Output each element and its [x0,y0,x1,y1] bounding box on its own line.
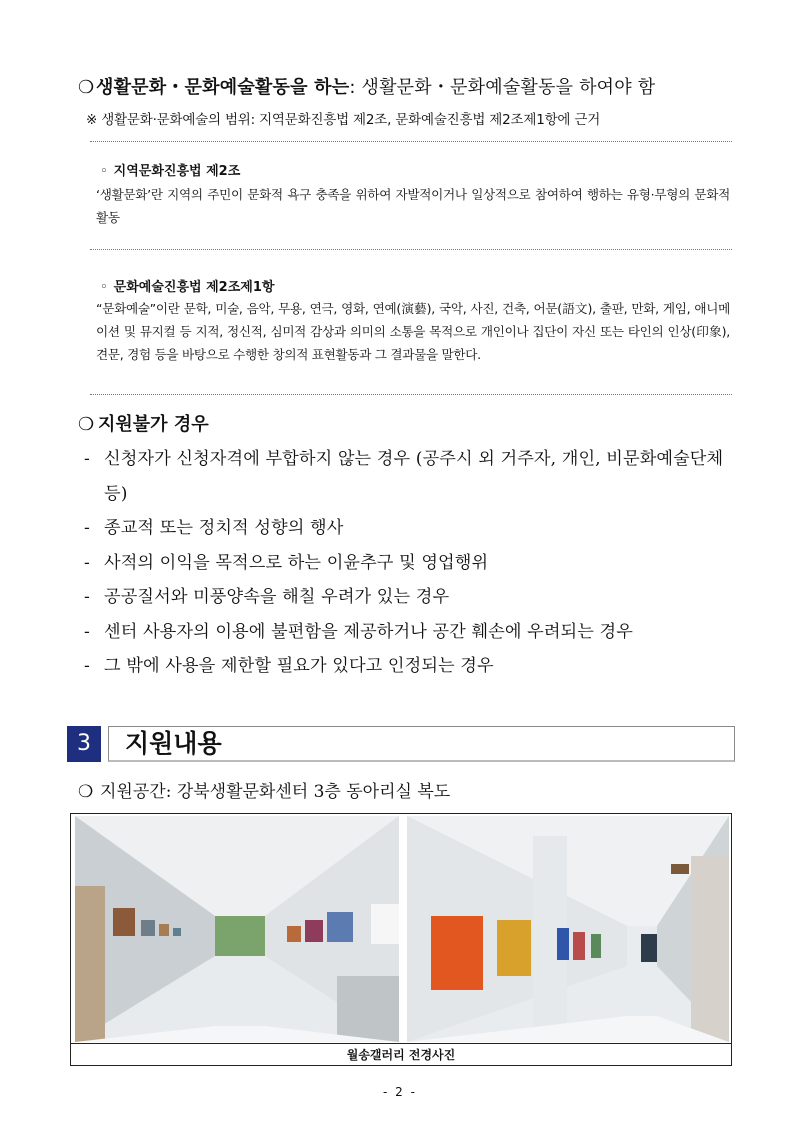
ineligible-list [84,442,744,684]
circle-bullet-icon: ❍ [78,414,95,435]
photo-row [71,814,731,1043]
scope-note: ※ 생활문화·문화예술의 범위: 지역문화진흥법 제2조, 문화예술진흥법 제2조제1항에 근거 [86,112,601,128]
circle-bullet-icon: ❍ [78,77,95,98]
dotted-divider [90,141,732,142]
section-number-badge: 3 [67,726,101,762]
small-circle-bullet-icon: ◦ [100,164,108,179]
eligibility-heading-rest: : 생활문화・문화예술활동을 하여야 함 [349,77,656,98]
list-item: - 신청자가 신청자격에 부합하지 않는 경우 (공주시 외 거주자, 개인, 비문화예술단체 등) [84,449,724,504]
list-item: - 사적의 이익을 목적으로 하는 이윤추구 및 영업행위 [84,552,489,573]
photo-caption: 월송갤러리 전경사진 [71,1043,731,1066]
gallery-photo-table [70,813,732,1066]
dotted-divider [90,394,732,395]
gallery-photo-left [75,816,399,1042]
page-number: - 2 - [383,1085,417,1099]
law-body-regional-culture: ‘생활문화’란 지역의 주민이 문화적 욕구 충족을 위하여 자발적이거나 일상적으로 참여하여 행하는 유형·무형의 문화적 활동 [96,187,730,225]
circle-bullet-icon: ❍ [78,782,94,802]
law-title-arts-promotion: ◦ 문화예술진흥법 제2조제1항 [100,280,275,295]
list-item: - 센터 사용자의 이용에 불편함을 제공하거나 공간 훼손에 우려되는 경우 [84,621,633,642]
gallery-photo-right [407,816,729,1042]
eligibility-heading [78,73,655,99]
section-title: 지원내용 [108,726,735,762]
support-space-line: ❍ 지원공간: 강북생활문화센터 3층 동아리실 복도 [78,782,451,802]
list-item: - 공공질서와 미풍양속을 해칠 우려가 있는 경우 [84,587,450,607]
eligibility-heading-bold: 생활문화・문화예술활동을 하는 [96,77,350,98]
dotted-divider [90,249,732,250]
list-item: - 종교적 또는 정치적 성향의 행사 [84,518,344,538]
list-item: - 그 밖에 사용을 제한할 필요가 있다고 인정되는 경우 [84,656,494,676]
small-circle-bullet-icon: ◦ [100,280,108,295]
law-body-arts-promotion: “문화예술”이란 문학, 미술, 음악, 무용, 연극, 영화, 연예(演藝), 국악, 사진, 건축, 어문(語文), 출판, 만화, 게임, 애니메이션 및 뮤지컬 등 지적, 정신적, 심미적 감상과 의미의 소통을 목적으로 개인이나 집단이 자신 또는 타인의 인상(印象), 견문, 경험 등을 바탕으로 수행한 창의적 표현활동과 그 결과물을 말한다. [96,301,730,362]
law-title-regional-culture: ◦ 지역문화진흥법 제2조 [100,164,241,179]
ineligible-heading: ❍ 지원불가 경우 [78,414,209,435]
